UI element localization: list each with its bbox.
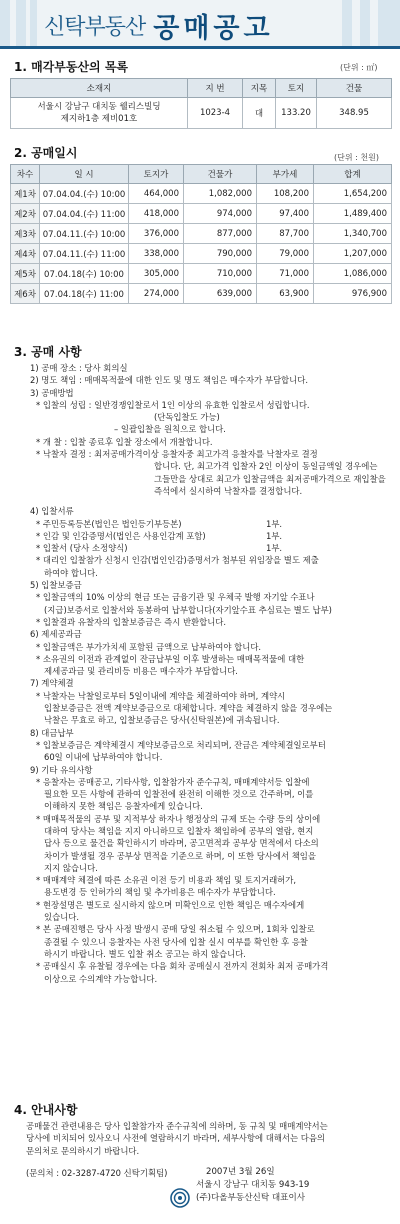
value-cell: 376,000	[129, 224, 184, 244]
header-stripe	[0, 0, 10, 46]
document-line: 하여야 합니다.	[44, 567, 98, 578]
col-header: 일 시	[40, 165, 129, 184]
round-cell: 제3차	[11, 224, 40, 244]
col-header: 소재지	[11, 79, 188, 98]
document-line: * 공매실시 후 유찰될 경우에는 다음 회차 공매실시 전까지 전회차 최저 공매가격	[36, 961, 329, 972]
value-cell: 79,000	[257, 244, 314, 264]
round-cell: 제4차	[11, 244, 40, 264]
header-stripe	[342, 0, 352, 46]
category-cell: 대	[243, 98, 276, 129]
document-line: * 소유권의 이전과 관계없이 잔금납부일 이후 발생하는 매매목적물에 대한	[36, 653, 305, 664]
document-line: 2) 명도 책임 : 매매목적물에 대한 인도 및 명도 책임은 매수자가 부담합니다.	[30, 375, 308, 386]
document-line: 이상으로 수의계약 가능합니다.	[44, 973, 158, 984]
col-header: 차수	[11, 165, 40, 184]
col-header: 토지	[276, 79, 317, 98]
section2-unit: (단위 : 천원)	[334, 153, 379, 162]
document-line: 이해하지 못한 책임은 응찰자에게 있습니다.	[44, 801, 203, 812]
document-line: (단독입찰도 가능)	[154, 412, 220, 423]
document-line: 60일 이내에 납부하여야 합니다.	[44, 752, 163, 763]
value-cell: 1,207,000	[314, 244, 392, 264]
value-cell: 464,000	[129, 184, 184, 204]
document-line: 5) 입찰보증금	[30, 580, 82, 591]
document-line	[14, 530, 394, 542]
round-cell: 제2차	[11, 204, 40, 224]
value-cell: 07.04.18(수) 10:00	[40, 264, 129, 284]
document-line: 4) 입찰서류	[30, 506, 74, 517]
value-cell: 418,000	[129, 204, 184, 224]
spacer	[14, 497, 394, 505]
value-cell: 63,900	[257, 284, 314, 304]
document-line: 지지 않습니다.	[44, 862, 98, 873]
table-row	[11, 98, 392, 129]
signoff-address: 서울시 강남구 대치동 943-19	[196, 1180, 310, 1190]
document-line: * 낙찰자 결정 : 최저공매가격이상 응찰자중 최고가격 응찰자를 낙찰자로 결정	[36, 449, 318, 460]
value-cell: 639,000	[184, 284, 257, 304]
document-line	[14, 518, 394, 530]
company-logo	[170, 1188, 190, 1208]
col-header: 부가세	[257, 165, 314, 184]
value-cell: 710,000	[184, 264, 257, 284]
document-line: 종결될 수 있으니 응찰자는 사전 당사에 입찰 실시 여부를 확인한 후 응찰	[44, 936, 308, 947]
table-row	[11, 264, 392, 284]
signoff-company: (주)다올부동산신탁 대표이사	[196, 1193, 306, 1203]
document-line: (지급)보증서로 입찰서와 동봉하여 납부합니다(자기앞수표 추심료는 별도 납부)	[44, 604, 332, 615]
col-header: 토지가	[129, 165, 184, 184]
value-cell: 305,000	[129, 264, 184, 284]
section1-title: 1. 매각부동산의 목록	[14, 60, 129, 74]
copies-count: 1부.	[266, 530, 283, 541]
value-cell: 974,000	[184, 204, 257, 224]
table-row	[11, 204, 392, 224]
document-line: 6) 제세공과금	[30, 629, 82, 640]
value-cell: 1,340,700	[314, 224, 392, 244]
document-line: 입찰보증금은 전액 계약보증금으로 대체합니다. 계약을 체결하지 않을 경우에는	[44, 703, 333, 714]
table-header-row	[11, 165, 392, 184]
signoff-date: 2007년 3월 26일	[206, 1167, 275, 1177]
document-line: 있습니다.	[44, 912, 80, 923]
document-line: * 입찰금액의 10% 이상의 현금 또는 금융기관 및 우체국 발행 자기앞 수표나	[36, 592, 315, 603]
header-company: 신탁부동산	[44, 15, 146, 40]
document-line: 즉석에서 실시하여 낙찰자를 결정합니다.	[154, 485, 303, 496]
document-line: 7) 계약체결	[30, 678, 74, 689]
value-cell: 1,086,000	[314, 264, 392, 284]
value-cell: 976,900	[314, 284, 392, 304]
building-cell: 348.95	[317, 98, 392, 129]
value-cell: 07.04.04.(수) 11:00	[40, 204, 129, 224]
document-line: 제세공과금 및 관리비등 비용은 매수자가 부담합니다.	[44, 666, 238, 677]
notice-line: 공매물건 관련내용은 당사 입찰참가자 준수규칙에 의하며, 동 규칙 및 매매계약서는	[26, 1121, 328, 1131]
document-line: 차이가 발생될 경우 공부상 면적을 기준으로 하며, 이 또한 당사에서 책임을	[44, 850, 316, 861]
document-line: * 입찰결과 유찰자의 입찰보증금은 즉시 반환합니다.	[36, 616, 227, 627]
section3-title: 3. 공매 사항	[14, 345, 82, 359]
value-cell: 108,200	[257, 184, 314, 204]
document-line: 1) 공매 장소 : 당사 회의실	[30, 363, 128, 373]
notice-line: 문의처로 문의하시기 바랍니다.	[26, 1145, 140, 1156]
table-row	[11, 244, 392, 264]
document-line: * 낙찰자는 낙찰일로부터 5일이내에 계약을 체결하여야 하며, 계약시	[36, 690, 286, 701]
table-header-row	[11, 79, 392, 98]
col-header: 건물	[317, 79, 392, 98]
value-cell: 877,000	[184, 224, 257, 244]
document-line: * 본 공매진행은 당사 사정 발생시 공매 당일 취소될 수 있으며, 1회차 입찰로	[36, 924, 315, 935]
document-line: 9) 기타 유의사항	[30, 764, 93, 775]
document-line: 필요한 모든 사항에 관하여 입찰전에 완전히 이해한 것으로 간주하며, 이를	[44, 789, 314, 800]
document-line: * 입찰금액은 부가가치세 포함된 금액으로 납부하여야 합니다.	[36, 641, 262, 652]
document-line	[14, 542, 394, 554]
header-stripe	[360, 0, 370, 46]
document-line: 그들만을 상대로 최고가 입찰금액을 최저공매가격으로 재입찰을	[154, 473, 386, 484]
value-cell: 07.04.11.(수) 11:00	[40, 244, 129, 264]
value-cell: 1,082,000	[184, 184, 257, 204]
document-line: * 입찰보증금은 계약체결시 계약보증금으로 처리되며, 잔금은 계약체결일로부터	[36, 739, 326, 750]
document-line: 합니다. 단, 최고가격 입찰자 2인 이상이 동일금액일 경우에는	[154, 461, 378, 472]
value-cell: 71,000	[257, 264, 314, 284]
schedule-table	[10, 164, 392, 304]
document-line: * 매매목적물의 공부 및 지적부상 하자나 행정상의 규제 또는 수량 등의 상이에	[36, 813, 321, 824]
round-cell: 제5차	[11, 264, 40, 284]
round-cell: 제1차	[11, 184, 40, 204]
document-line: 8) 대금납부	[30, 727, 74, 738]
table-row	[11, 284, 392, 304]
document-line: * 현장설명은 별도로 실시하지 않으며 미확인으로 인한 책임은 매수자에게	[36, 899, 305, 910]
value-cell: 338,000	[129, 244, 184, 264]
col-header: 건물가	[184, 165, 257, 184]
col-header: 합계	[314, 165, 392, 184]
col-header: 지목	[243, 79, 276, 98]
signoff	[196, 1166, 309, 1205]
value-cell: 07.04.18(수) 11:00	[40, 284, 129, 304]
header-stripe	[16, 0, 26, 46]
header-stripe	[30, 0, 37, 46]
copies-count: 1부.	[266, 518, 283, 529]
page-title: 공매공고	[153, 13, 274, 44]
document-line: * 매매계약 체결에 따른 소유권 이전 등기 비용과 책임 및 토지거래허가,	[36, 875, 296, 886]
round-cell: 제6차	[11, 284, 40, 304]
notice-line: 당사에 비치되어 있사오니 사전에 열람하시기 바라며, 세부사항에 대해서는 다음의	[26, 1133, 326, 1144]
document-text: * 주민등록등본(법인은 법인등기부등본)	[36, 518, 182, 529]
copies-count: 1부.	[266, 543, 283, 554]
value-cell: 1,654,200	[314, 184, 392, 204]
section3-lines	[14, 362, 394, 985]
property-table	[10, 78, 392, 129]
table-row	[11, 184, 392, 204]
value-cell: 274,000	[129, 284, 184, 304]
section2-title: 2. 공매일시	[14, 146, 78, 160]
document-text: * 인감 및 인감증명서(법인은 사용인감계 포함)	[36, 530, 206, 541]
section3	[14, 344, 394, 985]
document-line: 대하여 당사는 책임을 지지 아니하므로 입찰자 책임하에 공부의 열람, 현지	[44, 825, 314, 836]
value-cell: 07.04.11.(수) 10:00	[40, 224, 129, 244]
location-line: 서울시 강남구 대치동 웰리스빌딩	[37, 102, 161, 112]
section4-title: 4. 안내사항	[14, 1103, 78, 1117]
schedule-body	[11, 184, 392, 304]
location-cell	[11, 98, 188, 129]
document-line: * 개 찰 : 입찰 종료후 입찰 장소에서 개찰합니다.	[36, 436, 213, 447]
value-cell: 790,000	[184, 244, 257, 264]
value-cell: 07.04.04.(수) 10:00	[40, 184, 129, 204]
value-cell: 97,400	[257, 204, 314, 224]
col-header: 지 번	[188, 79, 243, 98]
section1-unit: (단위 : ㎡)	[340, 63, 378, 72]
document-line: * 입찰의 성립 : 일반경쟁입찰로서 1인 이상의 유효한 입찰로서 성립합니다.	[36, 399, 310, 410]
document-line: 답사 등으로 물건을 확인하시기 바라며, 공고면적과 공부상 면적에서 다소의	[44, 838, 319, 849]
document-text: * 입찰서 (당사 소정양식)	[36, 543, 128, 554]
document-line: 3) 공매방법	[30, 387, 74, 398]
lot-cell: 1023-4	[188, 98, 243, 129]
location-line: 제지하1층 제비01호	[60, 114, 138, 124]
value-cell: 1,489,400	[314, 204, 392, 224]
document-line: 하시기 바랍니다. 별도 입찰 취소 공고는 하지 않습니다.	[44, 948, 246, 959]
document-line: * 응찰자는 공매공고, 기타사항, 입찰참가자 준수규칙, 매매계약서등 입찰에	[36, 776, 310, 787]
document-line: – 일괄입찰을 원칙으로 합니다.	[114, 424, 226, 435]
header-stripe	[378, 0, 400, 46]
contact-line: (문의처 : 02-3287-4720 신탁기획팀)	[26, 1167, 168, 1178]
table-row	[11, 224, 392, 244]
document-line: 낙찰은 무효로 하고, 입찰보증금은 당사(신탁원본)에 귀속됩니다.	[44, 715, 280, 726]
land-cell: 133.20	[276, 98, 317, 129]
value-cell: 87,700	[257, 224, 314, 244]
document-line: 용도변경 등 인허가의 책임 및 추가비용은 매수자가 부담합니다.	[44, 887, 276, 898]
header-banner	[0, 0, 400, 49]
document-line: * 대리인 입찰참가 신청시 인감(법인인감)증명서가 첨부된 위임장을 별도 제출	[36, 555, 319, 566]
